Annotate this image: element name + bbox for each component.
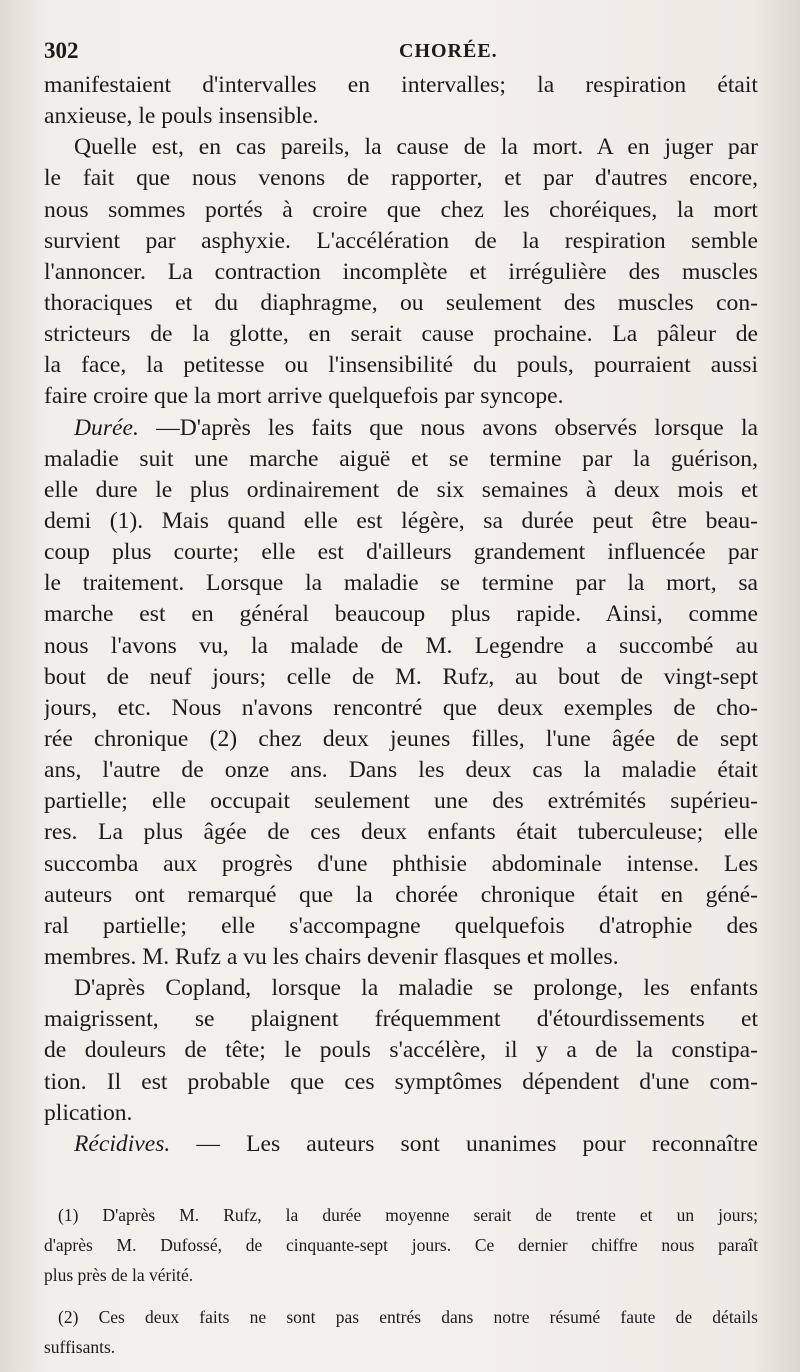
text-line: survient par asphyxie. L'accélération de la respiration semble (44, 227, 758, 254)
text-line: maladie suit une marche aiguë et se termine par la guérison, (44, 445, 758, 472)
text-line: marche est en général beaucoup plus rapide. Ainsi, comme (44, 601, 758, 628)
text-line: tion. Il est probable que ces symptômes dépendent d'une com- (44, 1068, 758, 1095)
footnote-line: (2) Ces deux faits ne sont pas entrés dans notre résumé faute de détails (58, 1307, 758, 1327)
text-line: succomba aux progrès d'une phthisie abdominale intense. Les (44, 850, 758, 877)
body-text (44, 70, 758, 1160)
page-number: 302 (44, 38, 79, 63)
text-line: auteurs ont remarqué que la chorée chronique était en géné- (44, 881, 758, 908)
footnote-gap (44, 1290, 758, 1302)
text-line: le traitement. Lorsque la maladie se termine par la mort, sa (44, 570, 758, 597)
text-line: demi (1). Mais quand elle est légère, sa durée peut être beau- (44, 507, 758, 534)
text-line (44, 413, 758, 444)
text-line (44, 1129, 758, 1160)
text-line: anxieuse, le pouls insensible. (44, 103, 319, 130)
text-line: faire croire que la mort arrive quelquefois par syncope. (44, 383, 564, 410)
text-line: maigrissent, se plaignent fréquemment d'étourdissements et (44, 1006, 758, 1033)
text-line: nous sommes portés à croire que chez les choréiques, la mort (44, 196, 758, 223)
footnotes (44, 1200, 758, 1362)
text-line: rée chronique (2) chez deux jeunes filles, l'une âgée de sept (44, 725, 758, 752)
text-line: manifestaient d'intervalles en intervalles; la respiration était (44, 72, 758, 98)
text-line: stricteurs de la glotte, en serait cause prochaine. La pâleur de (44, 321, 758, 348)
text-line: thoraciques et du diaphragme, ou seulement des muscles con- (44, 289, 758, 316)
text-line: l'annoncer. La contraction incomplète et irrégulière des muscles (44, 258, 758, 285)
text-line: res. La plus âgée de ces deux enfants était tuberculeuse; elle (44, 819, 758, 846)
running-title: CHORÉE. (399, 40, 498, 62)
text-line: partielle; elle occupait seulement une des extrémités supérieu- (44, 788, 758, 815)
section-heading-duree: Durée. (74, 414, 139, 441)
text-line: elle dure le plus ordinairement de six semaines à deux mois et (44, 476, 758, 503)
footnote-line: (1) D'après M. Rufz, la durée moyenne serait de trente et un jours; (58, 1205, 758, 1225)
page-header (44, 38, 760, 74)
text-line: D'après Copland, lorsque la maladie se prolonge, les enfants (74, 975, 758, 1002)
text-line: de douleurs de tête; le pouls s'accélère, il y a de la constipa- (44, 1037, 758, 1064)
text-line-rest: — Les auteurs sont unanimes pour reconnaître (196, 1130, 758, 1157)
text-line: jours, etc. Nous n'avons rencontré que deux exemples de cho- (44, 694, 758, 721)
text-line: membres. M. Rufz a vu les chairs devenir flasques et molles. (44, 943, 619, 970)
text-line: le fait que nous venons de rapporter, et par d'autres encore, (44, 165, 758, 192)
text-line: ans, l'autre de onze ans. Dans les deux cas la maladie était (44, 757, 758, 784)
text-line: coup plus courte; elle est d'ailleurs grandement influencée par (44, 539, 758, 566)
text-line-rest: —D'après les faits que nous avons observés lorsque la (156, 414, 758, 441)
text-line: nous l'avons vu, la malade de M. Legendre a succombé au (44, 632, 758, 659)
text-line: Quelle est, en cas pareils, la cause de la mort. A en juger par (74, 134, 758, 161)
text-line: plication. (44, 1099, 133, 1126)
text-line: bout de neuf jours; celle de M. Rufz, au bout de vingt-sept (44, 663, 758, 690)
footnote-line: suffisants. (44, 1337, 116, 1357)
text-line: ral partielle; elle s'accompagne quelquefois d'atrophie des (44, 912, 758, 939)
footnote-line: d'après M. Dufossé, de cinquante-sept jours. Ce dernier chiffre nous paraît (44, 1235, 758, 1255)
text-line: la face, la petitesse ou l'insensibilité du pouls, pourraient aussi (44, 352, 758, 379)
section-heading-recidives: Récidives. (74, 1130, 171, 1157)
footnote-line: plus près de la vérité. (44, 1265, 194, 1285)
